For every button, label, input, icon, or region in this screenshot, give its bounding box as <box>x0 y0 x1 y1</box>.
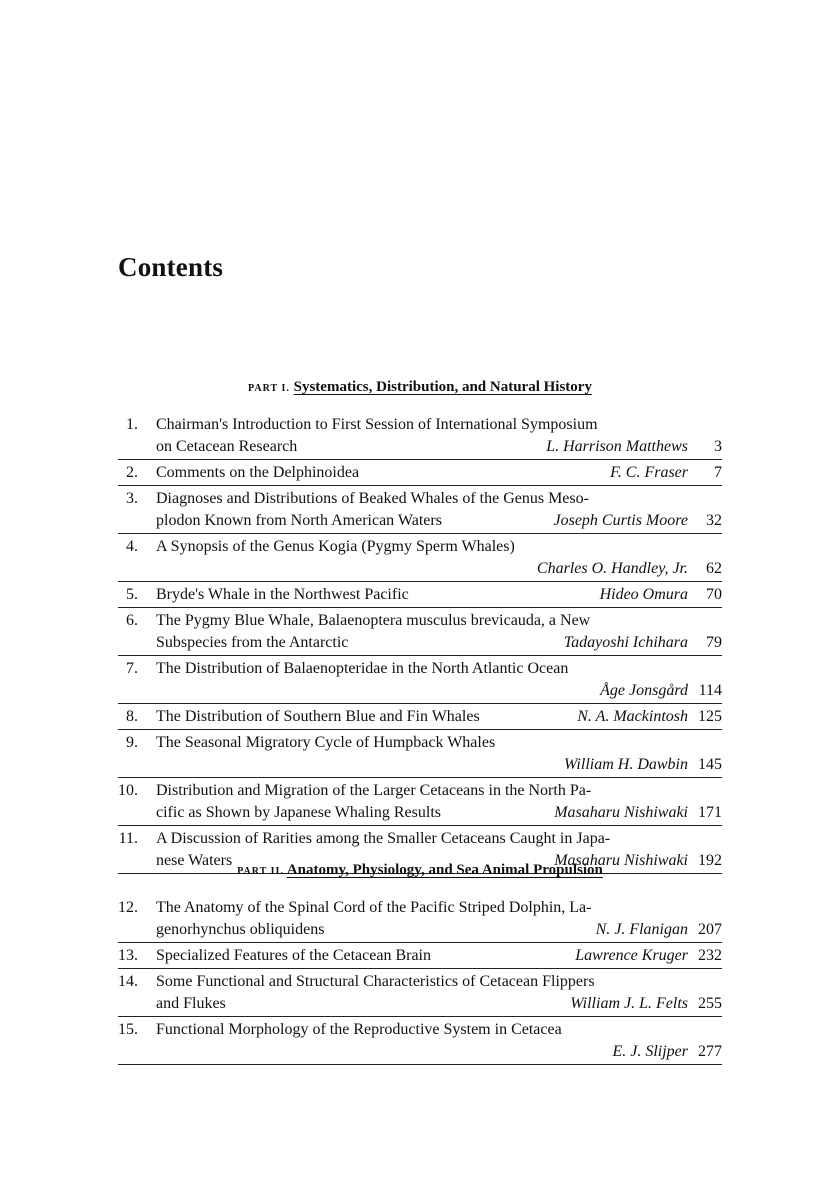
entry-title-line <box>156 802 722 824</box>
entry-number: 2. <box>126 464 138 481</box>
entry-title-text: The Distribution of Balaenopteridae in the North Atlantic Ocean <box>156 660 569 677</box>
entry-title-line <box>156 610 722 632</box>
entry-page-number: 7 <box>714 464 722 481</box>
entry-title-text: nese Waters <box>156 852 233 869</box>
entry-page-number: 145 <box>698 756 722 773</box>
entry-body <box>156 610 722 654</box>
entry-page-number: 255 <box>698 995 722 1012</box>
entry-author <box>602 1041 722 1063</box>
entry-body <box>156 780 722 824</box>
entry-title-line <box>156 1041 722 1063</box>
entry-title-line <box>156 780 722 802</box>
entry-body <box>156 536 722 580</box>
author-name: Åge Jonsgård <box>600 682 688 699</box>
entry-title-text: Specialized Features of the Cetacean Brain <box>156 947 431 964</box>
entry-title-line <box>156 706 722 728</box>
toc-entry[interactable] <box>118 608 722 656</box>
entry-page-number: 171 <box>698 804 722 821</box>
entry-page-number: 232 <box>698 947 722 964</box>
entry-title-line <box>156 754 722 776</box>
entry-number: 6. <box>126 612 138 629</box>
author-name: Hideo Omura <box>599 586 688 603</box>
entry-body <box>156 584 722 606</box>
entry-page-number: 192 <box>698 852 722 869</box>
entry-title-line <box>156 658 722 680</box>
part-label: PART II. <box>237 866 284 877</box>
entry-page-number: 79 <box>706 634 722 651</box>
entry-body <box>156 945 722 967</box>
entry-title-text: and Flukes <box>156 995 226 1012</box>
entry-number: 5. <box>126 586 138 603</box>
entry-body <box>156 414 722 458</box>
part-2-heading <box>118 862 722 879</box>
entry-page-number: 277 <box>698 1043 722 1060</box>
entry-number: 10. <box>118 782 138 799</box>
entry-author <box>586 919 722 941</box>
entry-page-number: 3 <box>714 438 722 455</box>
toc-entry[interactable] <box>118 704 722 730</box>
entry-title-text: on Cetacean Research <box>156 438 298 455</box>
toc-entry[interactable] <box>118 943 722 969</box>
entry-author <box>560 993 722 1015</box>
part-2-entries <box>118 895 722 1065</box>
page-title: Contents <box>118 252 224 282</box>
entry-number: 4. <box>126 538 138 555</box>
entry-title-line <box>156 558 722 580</box>
author-name: William J. L. Felts <box>570 995 688 1012</box>
author-name: E. J. Slijper <box>612 1043 688 1060</box>
entry-body <box>156 706 722 728</box>
entry-title-text: Functional Morphology of the Reproductive System in Cetacea <box>156 1021 562 1038</box>
entry-author <box>590 584 722 606</box>
entry-title-line <box>156 993 722 1015</box>
entry-title-line <box>156 436 722 458</box>
entry-author <box>565 945 722 967</box>
toc-entry[interactable] <box>118 582 722 608</box>
entry-title-line <box>156 510 722 532</box>
toc-entry[interactable] <box>118 656 722 704</box>
entry-body <box>156 971 722 1015</box>
entry-number: 7. <box>126 660 138 677</box>
part-1-entries <box>118 412 722 874</box>
entry-page-number: 207 <box>698 921 722 938</box>
entry-author <box>590 680 722 702</box>
toc-entry[interactable] <box>118 1017 722 1065</box>
toc-entry[interactable] <box>118 460 722 486</box>
author-name: Charles O. Handley, Jr. <box>536 560 688 577</box>
toc-entry[interactable] <box>118 730 722 778</box>
entry-body <box>156 732 722 776</box>
entry-title-line <box>156 897 722 919</box>
entry-title-text: Some Functional and Structural Characteristics of Cetacean Flippers <box>156 973 595 990</box>
entry-page-number: 125 <box>698 708 722 725</box>
entry-title-line <box>156 828 722 850</box>
entry-number: 15. <box>118 1021 138 1038</box>
entry-title-text: Diagnoses and Distributions of Beaked Whales of the Genus Meso- <box>156 490 589 507</box>
entry-title-text: cific as Shown by Japanese Whaling Results <box>156 804 441 821</box>
entry-title-text: The Pygmy Blue Whale, Balaenoptera musculus brevicauda, a New <box>156 612 591 629</box>
entry-title-line <box>156 945 722 967</box>
toc-entry[interactable] <box>118 412 722 460</box>
part-1-heading <box>118 379 722 396</box>
entry-title-line <box>156 919 722 941</box>
entry-page-number: 70 <box>706 586 722 603</box>
entry-title-text: Distribution and Migration of the Larger Cetaceans in the North Pa- <box>156 782 592 799</box>
entry-title-line <box>156 462 722 484</box>
entry-title-line <box>156 584 722 606</box>
toc-entry[interactable] <box>118 895 722 943</box>
entry-author <box>536 436 722 458</box>
entry-page-number: 62 <box>706 560 722 577</box>
entry-author <box>554 632 722 654</box>
author-name: Masaharu Nishiwaki <box>554 804 688 821</box>
part-title: Systematics, Distribution, and Natural History <box>293 379 592 395</box>
author-name: Tadayoshi Ichihara <box>563 634 688 651</box>
entry-title-text: The Seasonal Migratory Cycle of Humpback Whales <box>156 734 496 751</box>
entry-number: 8. <box>126 708 138 725</box>
entry-title-line <box>156 488 722 510</box>
author-name: William H. Dawbin <box>563 756 688 773</box>
entry-author <box>600 462 722 484</box>
author-name: N. J. Flanigan <box>595 921 688 938</box>
entry-number: 12. <box>118 899 138 916</box>
entry-title-text: genorhynchus obliquidens <box>156 921 325 938</box>
entry-body <box>156 462 722 484</box>
entry-page-number: 114 <box>698 682 722 699</box>
entry-body <box>156 1019 722 1063</box>
entry-title-text: A Discussion of Rarities among the Smaller Cetaceans Caught in Japa- <box>156 830 611 847</box>
author-name: Lawrence Kruger <box>575 947 688 964</box>
entry-title-text: Bryde's Whale in the Northwest Pacific <box>156 586 409 603</box>
entry-title-text: Subspecies from the Antarctic <box>156 634 349 651</box>
entry-title-text: plodon Known from North American Waters <box>156 512 442 529</box>
toc-entry[interactable] <box>118 778 722 826</box>
entry-title-line <box>156 732 722 754</box>
entry-number: 14. <box>118 973 138 990</box>
author-name: Joseph Curtis Moore <box>553 512 688 529</box>
entry-title-text: The Anatomy of the Spinal Cord of the Pacific Striped Dolphin, La- <box>156 899 592 916</box>
entry-author <box>567 706 722 728</box>
entry-title-line <box>156 536 722 558</box>
entry-body <box>156 658 722 702</box>
entry-page-number: 32 <box>706 512 722 529</box>
entry-title-line <box>156 680 722 702</box>
entry-title-text: A Synopsis of the Genus Kogia (Pygmy Sperm Whales) <box>156 538 515 555</box>
entry-number: 11. <box>118 830 138 847</box>
entry-body <box>156 897 722 941</box>
entry-title-line <box>156 414 722 436</box>
entry-author <box>527 558 722 580</box>
entry-number: 13. <box>118 947 138 964</box>
author-name: F. C. Fraser <box>610 464 688 481</box>
entry-title-line <box>156 1019 722 1041</box>
entry-title-text: The Distribution of Southern Blue and Fin Whales <box>156 708 480 725</box>
author-name: Masaharu Nishiwaki <box>554 852 688 869</box>
author-name: L. Harrison Matthews <box>546 438 688 455</box>
entry-number: 1. <box>126 416 138 433</box>
entry-author <box>554 754 722 776</box>
entry-body <box>156 488 722 532</box>
author-name: N. A. Mackintosh <box>577 708 688 725</box>
part-label: PART I. <box>248 383 290 394</box>
entry-number: 9. <box>126 734 138 751</box>
entry-title-text: Chairman's Introduction to First Session of International Symposium <box>156 416 598 433</box>
entry-number: 3. <box>126 490 138 507</box>
toc-entry[interactable] <box>118 534 722 582</box>
entry-author <box>544 802 722 824</box>
entry-title-line <box>156 971 722 993</box>
entry-title-text: Comments on the Delphinoidea <box>156 464 360 481</box>
entry-title-line <box>156 632 722 654</box>
part-title: Anatomy, Physiology, and Sea Animal Propulsion <box>286 862 603 878</box>
entry-author <box>543 510 722 532</box>
toc-entry[interactable] <box>118 486 722 534</box>
toc-entry[interactable] <box>118 969 722 1017</box>
